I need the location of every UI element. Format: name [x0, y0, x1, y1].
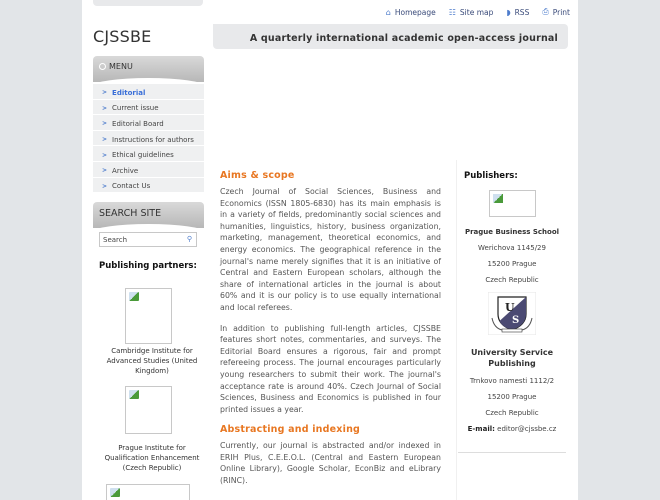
publisher-name: Prague Business School [464, 228, 560, 236]
svg-text:U: U [505, 301, 515, 314]
column-divider [456, 160, 457, 500]
menu-header: MENU [93, 56, 204, 82]
partner-name[interactable]: Prague Institute for Qualification Enhancement (Czech Republic) [104, 444, 200, 472]
print-icon: ⎙ [542, 7, 549, 16]
sidebar-item-editorial-board[interactable]: > Editorial Board [93, 115, 204, 131]
partner-name[interactable]: Cambridge Institute for Advanced Studies (United Kingdom) [106, 347, 198, 375]
broken-image-icon [129, 390, 139, 399]
chevron-right-icon: > [102, 104, 108, 112]
publishers-panel [458, 170, 566, 433]
chevron-right-icon: > [102, 182, 108, 190]
sidebar-item-ethical-guidelines[interactable]: > Ethical guidelines [93, 146, 204, 162]
broken-image-icon [493, 194, 503, 203]
chevron-right-icon: > [102, 151, 108, 159]
email-link[interactable]: editor@cjssbe.cz [497, 425, 557, 433]
publisher-address: Czech Republic [485, 276, 539, 284]
print-link[interactable]: ⎙ Print [542, 7, 570, 17]
sidebar-item-contact-us[interactable]: > Contact Us [93, 178, 204, 194]
broken-image-icon [129, 292, 139, 301]
section-heading: Aims & scope [220, 170, 295, 181]
section-heading: Abstracting and indexing [220, 424, 361, 436]
sidebar-menu [93, 84, 204, 193]
rss-icon: ◗ [506, 7, 511, 17]
publisher-name: University Service Publishing [470, 348, 554, 368]
sidebar-item-instructions[interactable]: > Instructions for authors [93, 131, 204, 147]
sidebar-item-current-issue[interactable]: > Current issue [93, 100, 204, 116]
main-content [220, 170, 441, 496]
partners-title: Publishing partners: [99, 261, 197, 271]
svg-text:S: S [512, 315, 520, 326]
publisher-logo-image [489, 190, 536, 217]
chevron-right-icon: > [102, 167, 108, 175]
home-icon: ⌂ [385, 7, 391, 17]
site-tagline: A quarterly international academic open-access journal [213, 24, 568, 49]
top-bar-stub [93, 0, 203, 6]
chevron-right-icon: > [102, 136, 108, 144]
publisher-address: 15200 Prague [487, 393, 537, 401]
publisher-address: Werichova 1145/29 [478, 244, 546, 252]
paragraph: In addition to publishing full-length articles, CJSSBE features short notes, commentaries, and surveys. The Editorial Board ensures a rigorous, fair and prompt refereeing process. The journal encourages particularly young researchers to submit their work. The journal's acceptance rate is around 40%. Czech Journal of Social Sciences, Business and Economics is published in four printed issues a year. [220, 323, 441, 414]
rss-link[interactable]: ◗ RSS [506, 7, 530, 17]
top-links [380, 5, 570, 19]
publishers-title: Publishers: [464, 171, 518, 181]
search-input[interactable]: Search ⚲ [99, 232, 197, 247]
email-label: E-mail: [467, 425, 495, 433]
sitemap-link[interactable]: ☷ Site map [448, 7, 494, 17]
paragraph: Currently, our journal is abstracted and/or indexed in ERIH Plus, C.E.E.O.L. (Central and Eastern European Online Library), Google Scholar, EconBiz and eLibrary (RINC). [220, 441, 441, 486]
partner-logo-image[interactable] [125, 386, 172, 434]
panel-divider [458, 452, 566, 453]
broken-image-icon [110, 488, 120, 497]
search-icon[interactable]: ⚲ [186, 235, 192, 243]
paragraph: Czech Journal of Social Sciences, Business and Economics (ISSN 1805-6830) has its main emphasis is in a variety of fields, predominantly social sciences and humanities, linguistics, history, business organization, marketing, management, theoretical economics, and energy economics. The geographical reference in the journal's name merely signifies that it is an initiative of Central and Eastern European scholars, although the share of international articles in the journal is about 60% and it is our policy is to use equally international and local referees. [220, 187, 441, 312]
publisher-address: Trnkovo namesti 1112/2 [469, 377, 555, 385]
publisher-address: Czech Republic [485, 409, 539, 417]
sitemap-icon: ☷ [448, 7, 456, 17]
homepage-link[interactable]: ⌂ Homepage [385, 7, 436, 17]
partner-logo-image[interactable] [125, 288, 172, 344]
university-service-logo [488, 292, 536, 335]
publisher-email [458, 425, 566, 433]
search-header: SEARCH SITE [93, 202, 204, 228]
sidebar-item-archive[interactable]: > Archive [93, 162, 204, 178]
partner-logo-image[interactable] [106, 484, 190, 500]
chevron-right-icon: > [102, 120, 108, 128]
menu-bullet-icon [99, 63, 106, 70]
site-logo[interactable]: CJSSBE [93, 27, 152, 46]
chevron-right-icon: > [102, 89, 108, 97]
publisher-address: 15200 Prague [487, 260, 537, 268]
sidebar-item-editorial[interactable]: > Editorial [93, 84, 204, 100]
